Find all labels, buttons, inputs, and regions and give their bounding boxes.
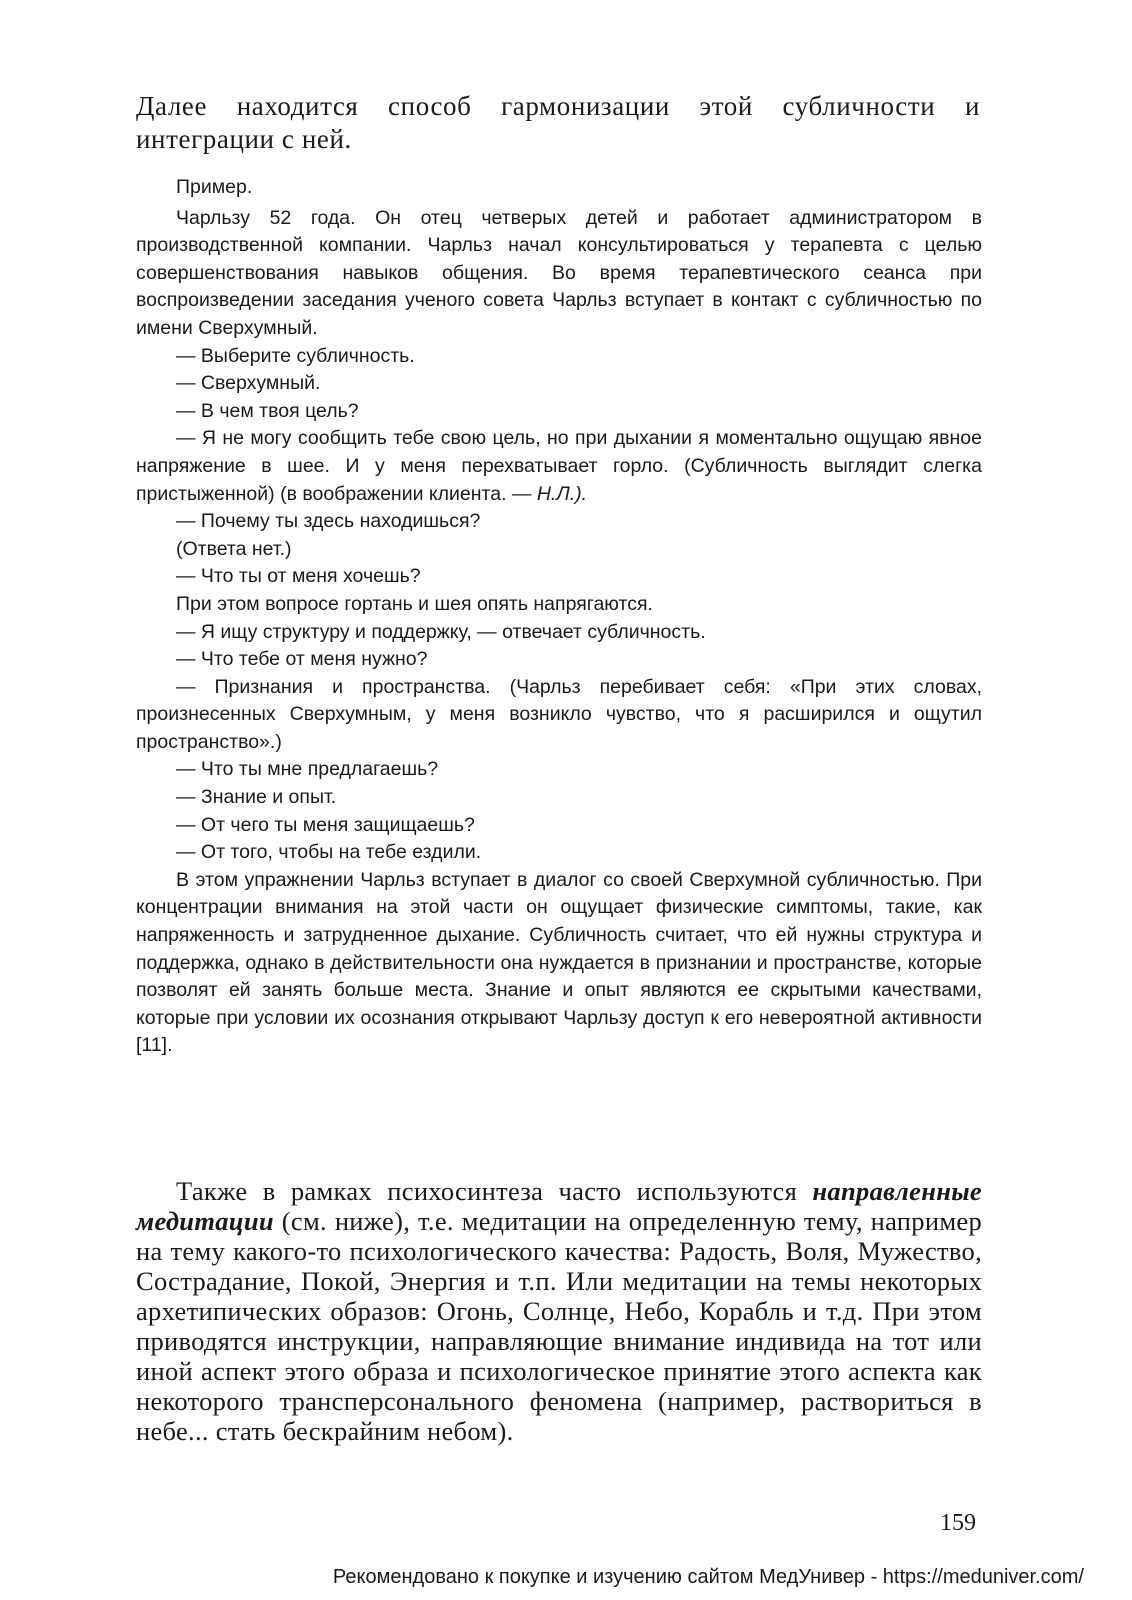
example-label: Пример. — [176, 176, 253, 198]
dialog-line: — Выберите субличность. — [176, 344, 415, 367]
dialog-line: — От того, чтобы на тебе ездили. — [176, 841, 482, 864]
outro-text-before: Также в рамках психосинтеза часто используются — [176, 1176, 813, 1206]
case-summary: В этом упражнении Чарльз вступает в диалог со своей Сверхумной субличностью. При концентрации внимания на этой части он ощущает физические симптомы, такие, как напряженность и затрудненное дыхание. Субличность считает, что ей нужны структура и поддержка, однако в действительности она нуждается в признании и пространстве, которые позволят ей занять больше места. Знание и опыт являются ее скрытыми качествами, которые при условии их осознания открывают Чарльзу доступ к его невероятной активности [11]. — [136, 868, 982, 1057]
dialog-line: — Сверхумный. — [176, 372, 321, 395]
case-example — [136, 174, 982, 1060]
dialog-recognition-reply: — Признания и пространства. (Чарльз перебивает себя: «При этих словах, произнесенных Сверхумным, у меня возникло чувство, что я расширился и ощутил пространство».) — [136, 675, 982, 753]
case-description: Чарльзу 52 года. Он отец четверых детей и работает администратором в производственной компании. Чарльз начал консультироваться у терапевта с целью совершенствования навыков общения. Во время терапевтического сеанса при воспроизведении заседания ученого совета Чарльз вступает в контакт с субличностью по имени Сверхумный. — [136, 206, 982, 339]
dialog-line: — Что ты мне предлагаешь? — [176, 758, 439, 781]
long-reply-text: — Я не могу сообщить тебе свою цель, но при дыхании я моментально ощущаю явное напряжение в шее. И у меня перехватывает горло. (Субличность выглядит слегка пристыженной) (в воображении клиента. — — [136, 427, 982, 505]
intro-paragraph: Далее находится способ гармонизации этой субличности и интеграции с ней. — [136, 91, 980, 154]
dialog-line: — В чем твоя цель? — [176, 399, 359, 422]
dialog-line: — Что ты от меня хочешь? — [176, 565, 421, 588]
dialog-line: — Я ищу структуру и поддержку, — отвечает субличность. — [176, 620, 706, 643]
dialog-line: (Ответа нет.) — [176, 537, 292, 560]
guided-meditation-paragraph — [136, 1176, 982, 1446]
footer-watermark-text: Рекомендовано к покупке и изучению сайтом МедУнивер - https://meduniver.com/ — [332, 1566, 1084, 1588]
outro-text-after: (см. ниже), т.е. медитации на определенную тему, например на тему какого-то психологического качества: Радость, Воля, Мужество, Сострадание, Покой, Энергия и т.п. Или медитации на темы некоторых архетипических образов: Огонь, Солнце, Небо, Корабль и т.д. При этом приводятся инструкции, направляющие внимание индивида на тот или иной аспект этого образа и психологическое принятие этого аспекта как некоторого трансперсонального феномена (например, раствориться в небе... стать бескрайним небом). — [136, 1206, 982, 1446]
highlighted-term: направленные медитации — [136, 1176, 982, 1236]
dialog-line: — От чего ты меня защищаешь? — [176, 813, 475, 836]
dialog-long-reply — [136, 425, 982, 508]
page-number: 159 — [940, 1510, 976, 1536]
dialog-line: — Почему ты здесь находишься? — [176, 510, 481, 533]
dialog-line: При этом вопросе гортань и шея опять напрягаются. — [176, 592, 653, 615]
author-attribution: Н.Л.). — [536, 482, 588, 505]
dialog-line: — Что тебе от меня нужно? — [176, 648, 428, 671]
dialog-line: — Знание и опыт. — [176, 786, 337, 809]
